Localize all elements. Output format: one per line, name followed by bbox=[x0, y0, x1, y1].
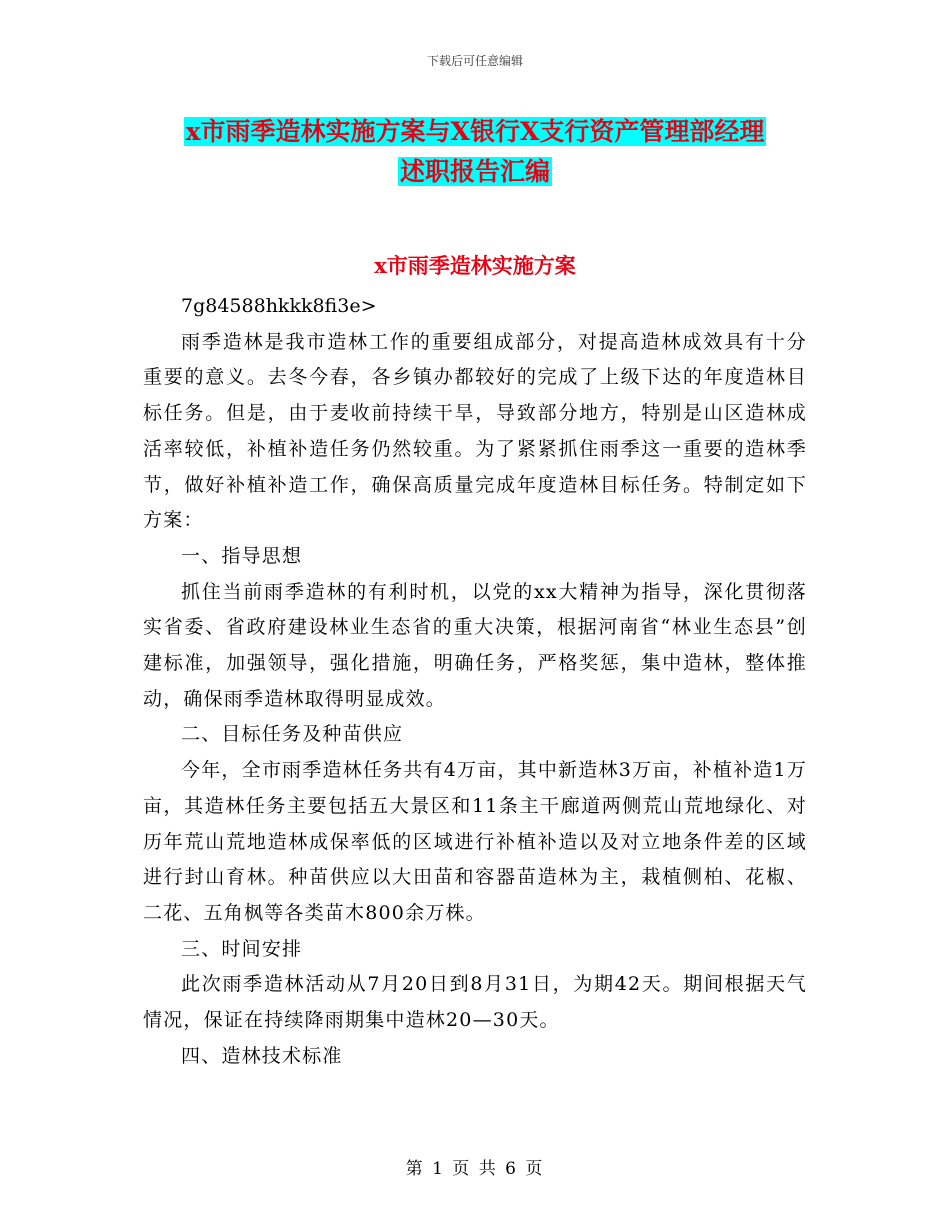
heading-guiding-ideology: 一、指导思想 bbox=[181, 544, 303, 567]
paragraph-guiding-ideology: 抓住当前雨季造林的有利时机，以党的xx大精神为指导，深化贯彻落实省委、省政府建设林业生态省的重大决策，根据河南省“林业生态县”创建标准，加强领导，强化措施，明确任务，严格奖惩，集中造林，整体推动，确保雨季造林取得明显成效。 bbox=[143, 580, 807, 710]
paragraph-targets: 今年，全市雨季造林任务共有4万亩，其中新造林3万亩，补植补造1万亩，其造林任务主要包括五大景区和11条主干廊道两侧荒山荒地绿化、对历年荒山荒地造林成保率低的区域进行补植补造以及对立地条件差的区域进行封山育林。种苗供应以大田苗和容器苗造林为主，栽植侧柏、花椒、二花、五角枫等各类苗木800余万株。 bbox=[143, 759, 807, 924]
page-header-note: 下载后可任意编辑 bbox=[426, 54, 523, 68]
page-footer: 第 1 页 共 6 页 bbox=[405, 1159, 545, 1179]
document-code: 7g84588hkkk8fi3e> bbox=[181, 295, 377, 317]
title-line-1-text: x市雨季造林实施方案与X银行X支行资产管理部经理 bbox=[185, 117, 765, 146]
document-title bbox=[0, 112, 950, 192]
title-line-1 bbox=[0, 112, 950, 152]
heading-targets: 二、目标任务及种苗供应 bbox=[181, 723, 404, 746]
paragraph-schedule: 此次雨季造林活动从7月20日到8月31日，为期42天。期间根据天气情况，保证在持续降雨期集中造林20—30天。 bbox=[143, 973, 807, 1032]
title-line-2 bbox=[0, 152, 950, 192]
title-line-2-text: 述职报告汇编 bbox=[399, 157, 550, 186]
heading-schedule: 三、时间安排 bbox=[181, 937, 303, 960]
document-body bbox=[143, 289, 807, 1074]
section-title: x市雨季造林实施方案 bbox=[374, 253, 576, 278]
heading-technical-standards: 四、造林技术标准 bbox=[181, 1044, 343, 1067]
intro-paragraph: 雨季造林是我市造林工作的重要组成部分，对提高造林成效具有十分重要的意义。去冬今春，各乡镇办都较好的完成了上级下达的年度造林目标任务。但是，由于麦收前持续干旱，导致部分地方，特别是山区造林成活率较低，补植补造任务仍然较重。为了紧紧抓住雨季这一重要的造林季节，做好补植补造工作，确保高质量完成年度造林目标任务。特制定如下方案： bbox=[143, 330, 807, 532]
